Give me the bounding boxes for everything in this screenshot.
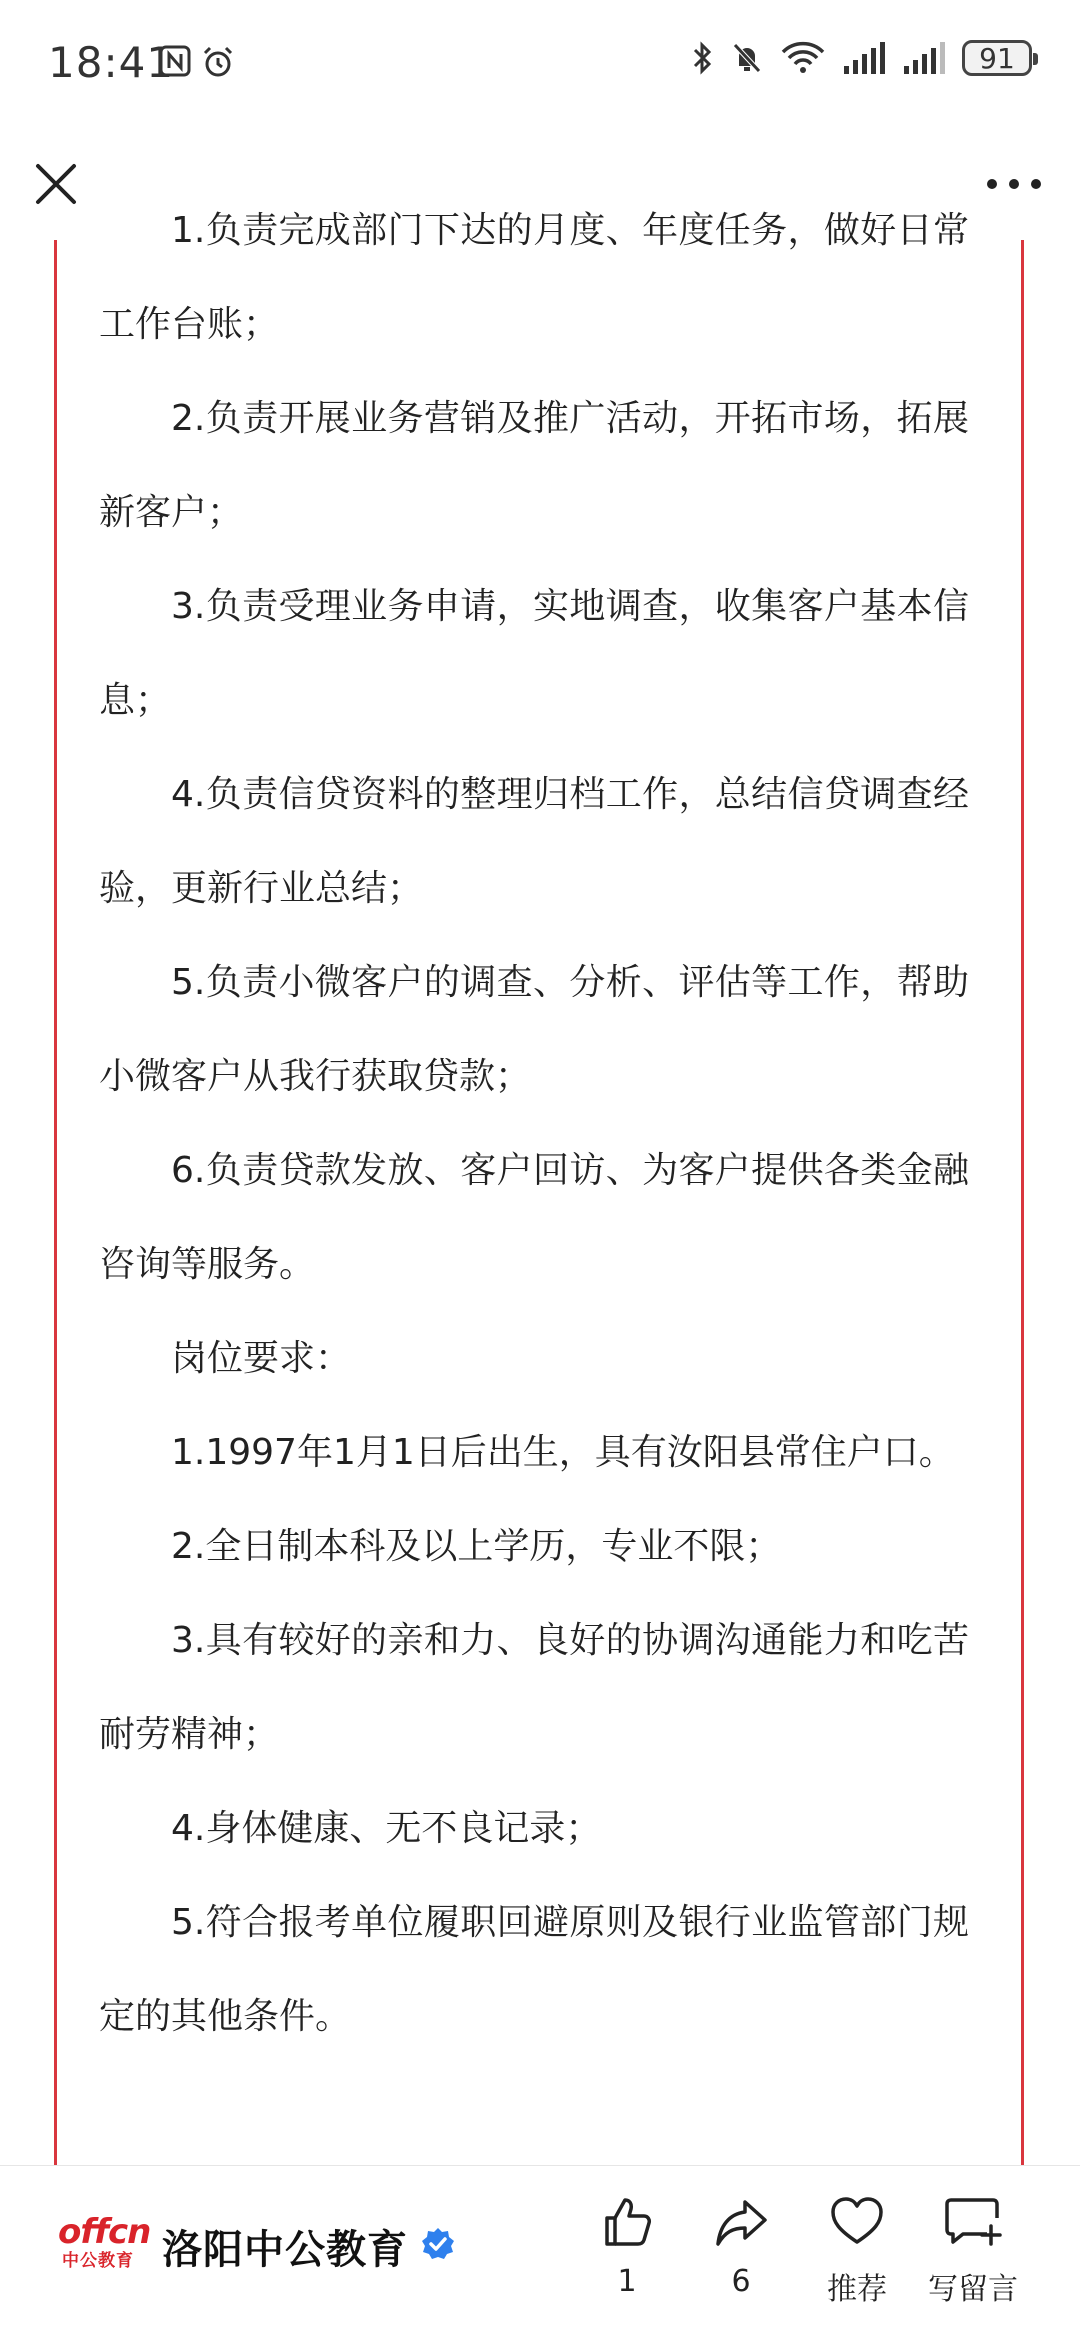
paragraph: 3.具有较好的亲和力、良好的协调沟通能力和吃苦耐劳精神； — [99, 1620, 969, 1755]
alarm-icon — [200, 44, 236, 80]
thumbs-up-icon — [599, 2194, 655, 2250]
paragraph: 1.负责完成部门下达的月度、年度任务，做好日常工作台账； — [99, 210, 969, 345]
paragraph: 5.负责小微客户的调查、分析、评估等工作，帮助小微客户从我行获取贷款； — [99, 962, 969, 1097]
write-comment-label: 写留言 — [928, 2272, 1018, 2307]
paragraph: 2.全日制本科及以上学历，专业不限； — [171, 1526, 782, 1567]
paragraph: 6.负责贷款发放、客户回访、为客户提供各类金融咨询等服务。 — [99, 1150, 969, 1285]
wifi-icon — [780, 40, 826, 76]
paragraph: 1.1997年1月1日后出生，具有汝阳县常住户口。 — [171, 1432, 955, 1473]
like-button[interactable] — [572, 2194, 682, 2304]
signal-icon-1 — [842, 40, 886, 76]
paragraph: 5.符合报考单位履职回避原则及银行业监管部门规定的其他条件。 — [99, 1902, 969, 2037]
share-button[interactable] — [686, 2194, 796, 2304]
article-content — [54, 210, 1024, 2165]
paragraph: 4.身体健康、无不良记录； — [171, 1808, 602, 1849]
more-icon — [978, 156, 1050, 212]
recommend-button[interactable] — [802, 2194, 912, 2307]
write-comment-button[interactable] — [918, 2194, 1028, 2307]
account-logo[interactable] — [58, 2214, 176, 2280]
logo-text: offcn — [58, 2212, 151, 2252]
paragraph: 2.负责开展业务营销及推广活动，开拓市场，拓展新客户； — [99, 398, 969, 533]
mute-bell-icon — [730, 40, 764, 76]
paragraph: 4.负责信贷资料的整理归档工作，总结信贷调查经验，更新行业总结； — [99, 774, 969, 909]
status-bar — [0, 0, 1080, 130]
battery-indicator — [962, 40, 1032, 76]
heart-icon — [829, 2194, 885, 2250]
share-icon — [713, 2194, 769, 2250]
signal-icon-2 — [902, 40, 946, 76]
verified-badge-icon — [420, 2226, 456, 2262]
like-count: 1 — [617, 2264, 637, 2299]
paragraph: 3.负责受理业务申请，实地调查，收集客户基本信息； — [99, 586, 969, 721]
status-time: 18:41 — [48, 38, 175, 87]
account-name[interactable]: 洛阳中公教育 — [162, 2227, 408, 2273]
section-heading: 岗位要求： — [171, 1338, 352, 1379]
nfc-icon — [158, 44, 192, 78]
more-button[interactable] — [978, 156, 1050, 212]
status-right-icons — [690, 40, 1032, 76]
status-left-icons — [158, 44, 236, 80]
battery-level: 91 — [979, 41, 1015, 75]
comment-add-icon — [943, 2194, 1003, 2250]
share-count: 6 — [731, 2264, 751, 2299]
article-text — [99, 184, 969, 2064]
close-icon — [28, 156, 84, 212]
bottom-action-bar — [0, 2165, 1080, 2325]
recommend-label: 推荐 — [827, 2272, 887, 2307]
close-button[interactable] — [28, 156, 84, 212]
logo-subtext: 中公教育 — [62, 2251, 134, 2271]
bluetooth-icon — [690, 40, 714, 76]
